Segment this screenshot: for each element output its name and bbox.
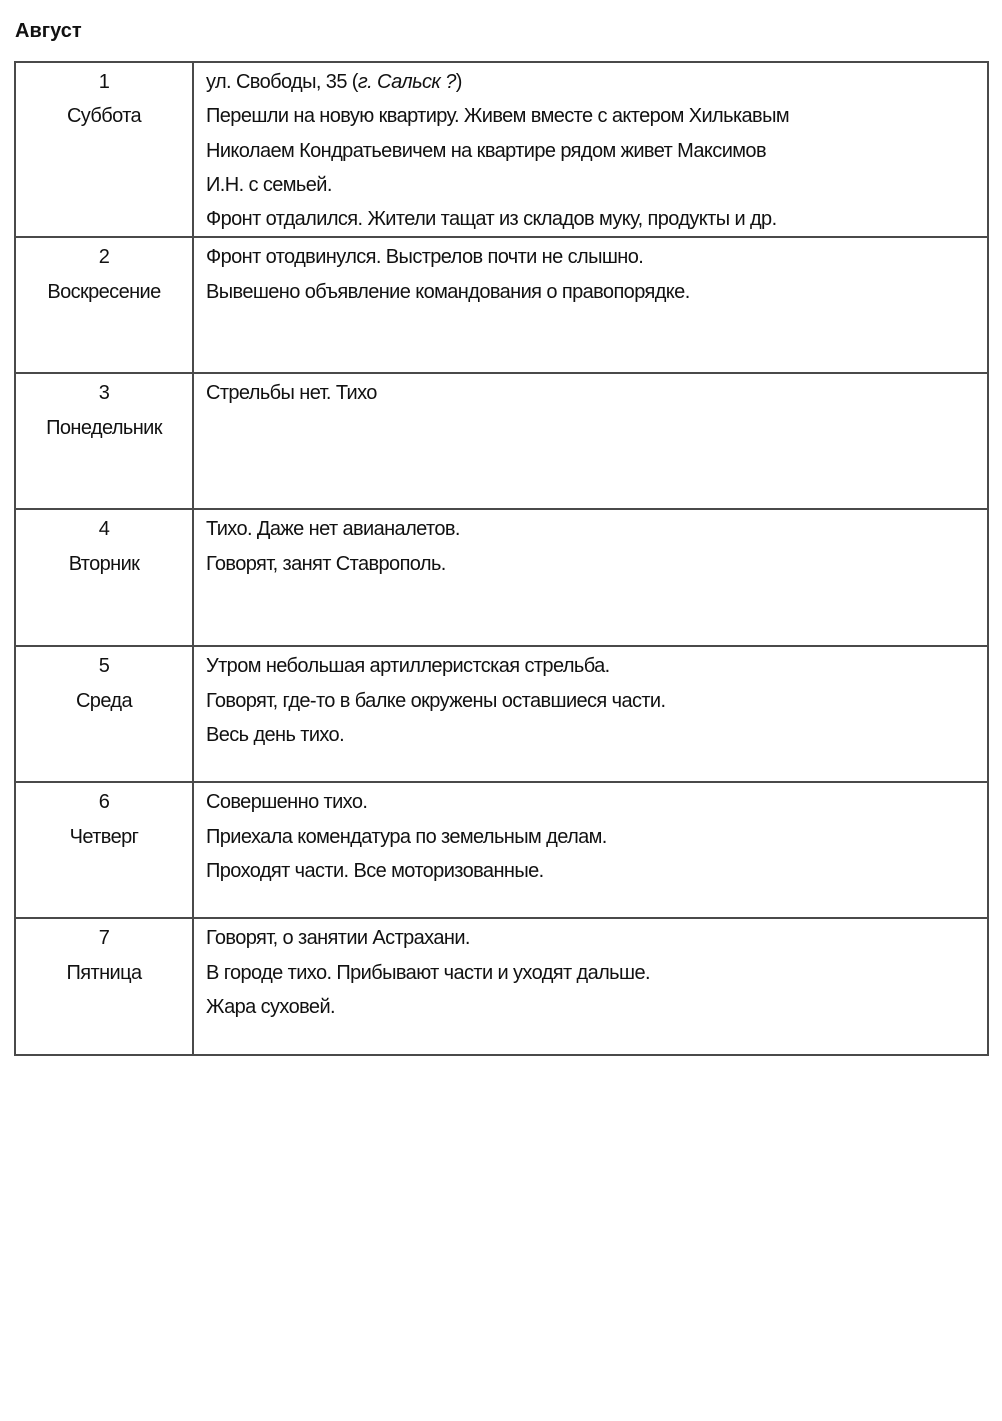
weekday: Среда — [75, 689, 133, 712]
table-row — [15, 62, 988, 237]
entry-line: Стрельбы нет. Тихо — [206, 382, 377, 405]
entry-line: Жара суховей. — [206, 996, 335, 1019]
day-number: 7 — [98, 927, 110, 950]
day-number: 6 — [98, 791, 110, 814]
weekday: Четверг — [69, 825, 139, 848]
entry-line: В городе тихо. Прибывают части и уходят дальше. — [206, 961, 650, 984]
entry-line: Утром небольшая артиллеристская стрельба. — [206, 655, 610, 678]
entry-line: Перешли на новую квартиру. Живем вместе с актером Хилькавым — [206, 105, 790, 128]
day-number: 1 — [98, 71, 110, 93]
entry-line: Совершенно тихо. — [206, 791, 368, 814]
entry-cell — [193, 509, 988, 646]
day-cell — [15, 782, 193, 918]
weekday: Пятница — [66, 961, 142, 984]
day-cell — [15, 509, 193, 646]
table-row — [15, 373, 988, 509]
day-cell — [15, 918, 193, 1055]
entry-cell — [193, 782, 988, 918]
day-cell — [15, 646, 193, 782]
address-prefix: ул. Свободы, 35 ( — [206, 71, 358, 93]
day-cell — [15, 237, 193, 373]
entry-line: Проходят части. Все моторизованные. — [206, 860, 544, 883]
entry-line: Говорят, о занятии Астрахани. — [206, 927, 470, 950]
entry-line: Николаем Кондратьевичем на квартире рядом живет Максимов — [206, 139, 766, 162]
entry-line: Весь день тихо. — [206, 724, 345, 747]
page-title: Август — [15, 20, 82, 42]
day-number: 3 — [98, 382, 110, 405]
address-line — [206, 65, 987, 99]
day-number: 5 — [98, 655, 110, 678]
entry-cell — [193, 237, 988, 373]
weekday: Воскресение — [47, 280, 161, 303]
weekday: Вторник — [68, 552, 140, 575]
entry-line: Вывешено объявление командования о правопорядке. — [206, 280, 690, 303]
table-row — [15, 918, 988, 1055]
address-city: г. Сальск ? — [357, 71, 456, 93]
table-row — [15, 782, 988, 918]
day-cell — [15, 373, 193, 509]
entry-line: Приехала комендатура по земельным делам. — [206, 825, 607, 848]
weekday: Суббота — [66, 105, 142, 128]
entry-cell — [193, 62, 988, 237]
table-row — [15, 237, 988, 373]
weekday: Понедельник — [46, 416, 162, 439]
diary-table — [14, 61, 989, 1056]
entry-cell — [193, 373, 988, 509]
entry-line: Фронт отодвинулся. Выстрелов почти не слышно. — [206, 246, 644, 269]
table-row — [15, 646, 988, 782]
address-suffix: ) — [455, 71, 462, 93]
day-number: 2 — [98, 246, 110, 269]
entry-cell — [193, 918, 988, 1055]
entry-line: Тихо. Даже нет авианалетов. — [206, 518, 460, 541]
table-row — [15, 509, 988, 646]
day-number: 4 — [98, 518, 110, 541]
entry-cell — [193, 646, 988, 782]
entry-line: Говорят, занят Ставрополь. — [206, 552, 446, 575]
entry-line: Говорят, где-то в балке окружены оставшиеся части. — [206, 689, 666, 712]
day-cell — [15, 62, 193, 237]
entry-line: Фронт отдалился. Жители тащат из складов муку, продукты и др. — [206, 208, 777, 231]
entry-line: И.Н. с семьей. — [206, 173, 332, 196]
